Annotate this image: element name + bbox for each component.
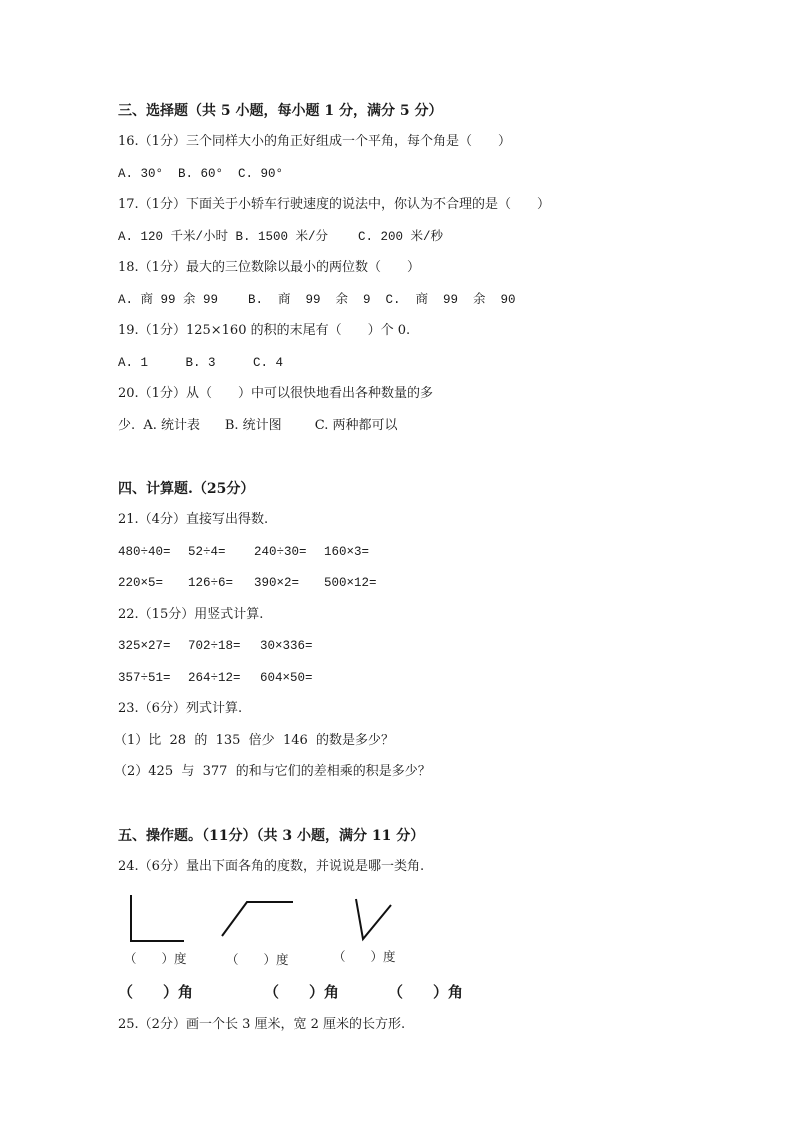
question-19: 19.（1分）125×160 的积的末尾有（ ）个 0. — [118, 323, 411, 338]
calc-item: 702÷18= — [188, 639, 241, 653]
calc-item: 264÷12= — [188, 671, 241, 685]
calc-item: 604×50= — [260, 671, 313, 685]
right-angle-figure — [131, 895, 184, 941]
calc-item: 52÷4= — [188, 545, 226, 559]
calc-item: 480÷40= — [118, 545, 171, 559]
calc-item: 390×2= — [254, 576, 300, 590]
degree-blank-1: （ ）度 — [124, 951, 187, 966]
calc-item: 126÷6= — [188, 576, 234, 590]
question-25: 25.（2分）画一个长 3 厘米，宽 2 厘米的长方形. — [118, 1017, 406, 1032]
question-19-options: A. 1 B. 3 C. 4 — [118, 356, 284, 370]
calc-item: 240÷30= — [254, 545, 307, 559]
angle-type-blank-1: （ ）角 — [118, 983, 194, 1001]
calc-item: 30×336= — [260, 639, 313, 653]
degree-blank-2: （ ）度 — [226, 952, 289, 967]
angle-type-blank-2: （ ）角 — [264, 983, 340, 1001]
calc-item: 325×27= — [118, 639, 171, 653]
calc-item: 220×5= — [118, 576, 164, 590]
calc-item: 160×3= — [324, 545, 370, 559]
question-23: 23.（6分）列式计算. — [118, 701, 243, 716]
question-16-options: A. 30° B. 60° C. 90° — [118, 167, 284, 181]
calc-item: 357÷51= — [118, 671, 171, 685]
question-21: 21.（4分）直接写出得数. — [118, 512, 269, 527]
question-17-options: A. 120 千米/小时 B. 1500 米/分 C. 200 米/秒 — [118, 230, 444, 244]
question-20-options: 少. A. 统计表 B. 统计图 C. 两种都可以 — [118, 418, 398, 433]
question-17: 17.（1分）下面关于小轿车行驶速度的说法中，你认为不合理的是（ ） — [118, 197, 550, 212]
obtuse-angle-figure — [222, 902, 293, 936]
question-24: 24.（6分）量出下面各角的度数，并说说是哪一类角. — [118, 859, 425, 874]
question-22: 22.（15分）用竖式计算. — [118, 607, 264, 622]
question-23-part-1: （1）比 28 的 135 倍少 146 的数是多少？ — [114, 733, 395, 748]
angle-type-blank-3: （ ）角 — [388, 983, 464, 1001]
section-4-title: 四、计算题.（25分） — [118, 481, 255, 497]
question-23-part-2: （2）425 与 377 的和与它们的差相乘的积是多少？ — [114, 764, 431, 779]
question-18-options: A. 商 99 余 99 B. 商 99 余 9 C. 商 99 余 90 — [118, 293, 516, 307]
section-5-title: 五、操作题。（11分）（共 3 小题，满分 11 分） — [118, 828, 425, 844]
calc-item: 500×12= — [324, 576, 377, 590]
acute-angle-figure — [356, 899, 391, 939]
question-20: 20.（1分）从（ ）中可以很快地看出各种数量的多 — [118, 386, 433, 401]
question-16: 16.（1分）三个同样大小的角正好组成一个平角，每个角是（ ） — [118, 134, 511, 149]
question-18: 18.（1分）最大的三位数除以最小的两位数（ ） — [118, 260, 420, 275]
section-3-title: 三、选择题（共 5 小题，每小题 1 分，满分 5 分） — [118, 103, 443, 119]
degree-blank-3: （ ）度 — [333, 949, 396, 964]
